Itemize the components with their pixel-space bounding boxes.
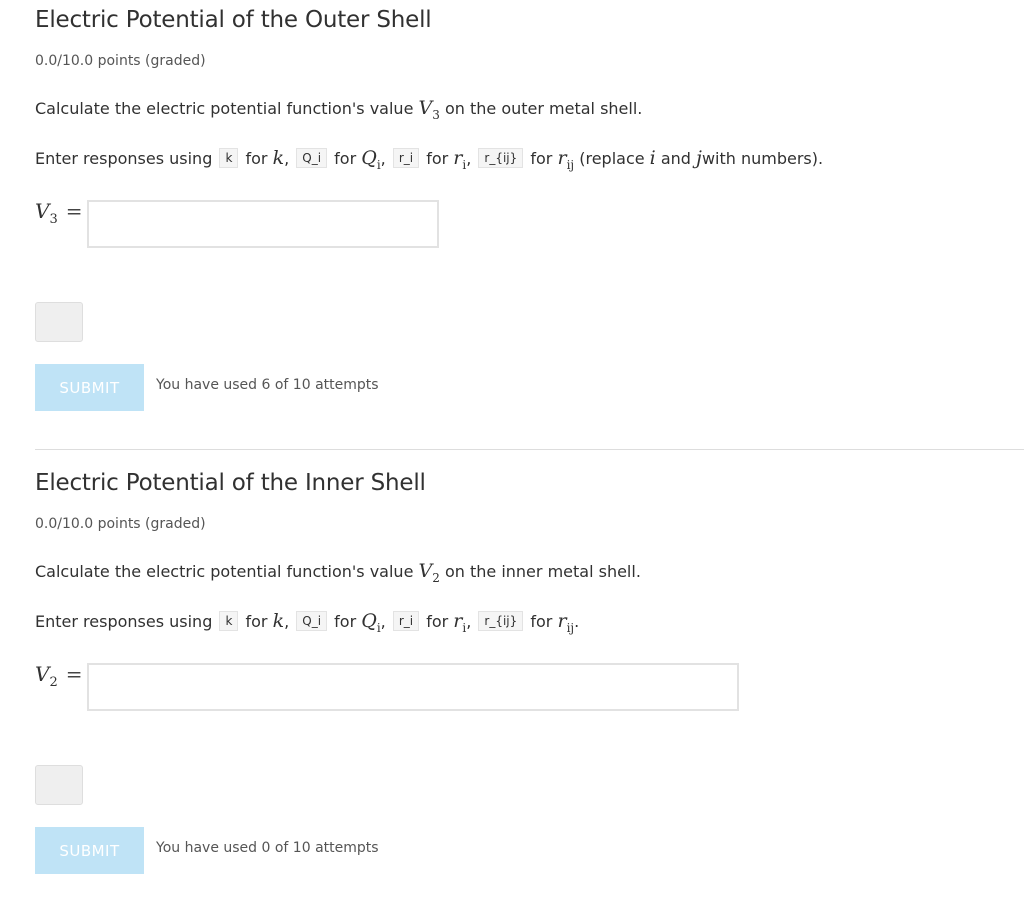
math-k: k	[272, 610, 285, 632]
problem-prompt	[35, 97, 642, 122]
math-j: j	[696, 147, 702, 169]
for-word: for	[426, 612, 449, 631]
code-r_ij: r_{ij}	[478, 148, 523, 168]
prompt-text: Calculate the electric potential function's value	[35, 99, 414, 118]
answer-variable-label: $V_2$ =	[35, 662, 83, 690]
instr-and: and	[660, 149, 691, 168]
problem-prompt	[35, 560, 641, 585]
for-word: for	[245, 149, 268, 168]
submit-button[interactable]: SUBMIT	[35, 364, 144, 411]
math-r_ij: $r_{ij}$	[557, 147, 575, 172]
code-k: k	[219, 148, 238, 168]
prompt-text-end: on the inner metal shell.	[444, 562, 641, 581]
for-word: for	[334, 149, 357, 168]
code-Q_i: Q_i	[296, 148, 327, 168]
for-word: for	[245, 612, 268, 631]
problem-title: Electric Potential of the Outer Shell	[35, 7, 432, 33]
code-r_i: r_i	[393, 611, 419, 631]
math-k: k	[272, 147, 285, 169]
instr-intro: Enter responses using	[35, 149, 213, 168]
points-status: 0.0/10.0 points (graded)	[35, 53, 206, 69]
code-r_ij: r_{ij}	[478, 611, 523, 631]
math-Q_i: $Q_i$	[361, 147, 381, 172]
code-k: k	[219, 611, 238, 631]
prompt-text-end: on the outer metal shell.	[444, 99, 643, 118]
submit-button[interactable]: SUBMIT	[35, 827, 144, 874]
for-word: for	[530, 612, 553, 631]
code-r_i: r_i	[393, 148, 419, 168]
instr-end: .	[574, 612, 580, 631]
math-preview-box	[35, 302, 83, 342]
math-r_i: $r_i$	[453, 147, 467, 172]
for-word: for	[426, 149, 449, 168]
math-variable: $V_2$	[418, 560, 440, 585]
input-instructions: Enter responses using k for k, Q_i for $Q_i$, r_i for $r_i$, r_{ij} for $r_{ij}$ (replace i and jwith numbers).	[35, 147, 824, 172]
for-word: for	[334, 612, 357, 631]
math-Q_i: $Q_i$	[361, 610, 381, 635]
math-i: i	[649, 147, 656, 169]
math-r_ij: $r_{ij}$	[557, 610, 575, 635]
section-divider	[35, 449, 1024, 450]
input-instructions: Enter responses using k for k, Q_i for $Q_i$, r_i for $r_i$, r_{ij} for $r_{ij}$.	[35, 610, 580, 635]
math-preview-box	[35, 765, 83, 805]
attempts-counter: You have used 6 of 10 attempts	[156, 377, 379, 393]
instr-tail: (replace	[579, 149, 645, 168]
answer-input-v3[interactable]	[87, 200, 439, 248]
math-r_i: $r_i$	[453, 610, 467, 635]
instr-tail-end: with numbers).	[701, 149, 824, 168]
for-word: for	[530, 149, 553, 168]
answer-input-v2[interactable]	[87, 663, 739, 711]
points-status: 0.0/10.0 points (graded)	[35, 516, 206, 532]
answer-variable-label: $V_3$ =	[35, 199, 83, 227]
prompt-text: Calculate the electric potential function's value	[35, 562, 414, 581]
attempts-counter: You have used 0 of 10 attempts	[156, 840, 379, 856]
problem-title: Electric Potential of the Inner Shell	[35, 470, 426, 496]
math-variable: $V_3$	[418, 97, 440, 122]
instr-intro: Enter responses using	[35, 612, 213, 631]
code-Q_i: Q_i	[296, 611, 327, 631]
